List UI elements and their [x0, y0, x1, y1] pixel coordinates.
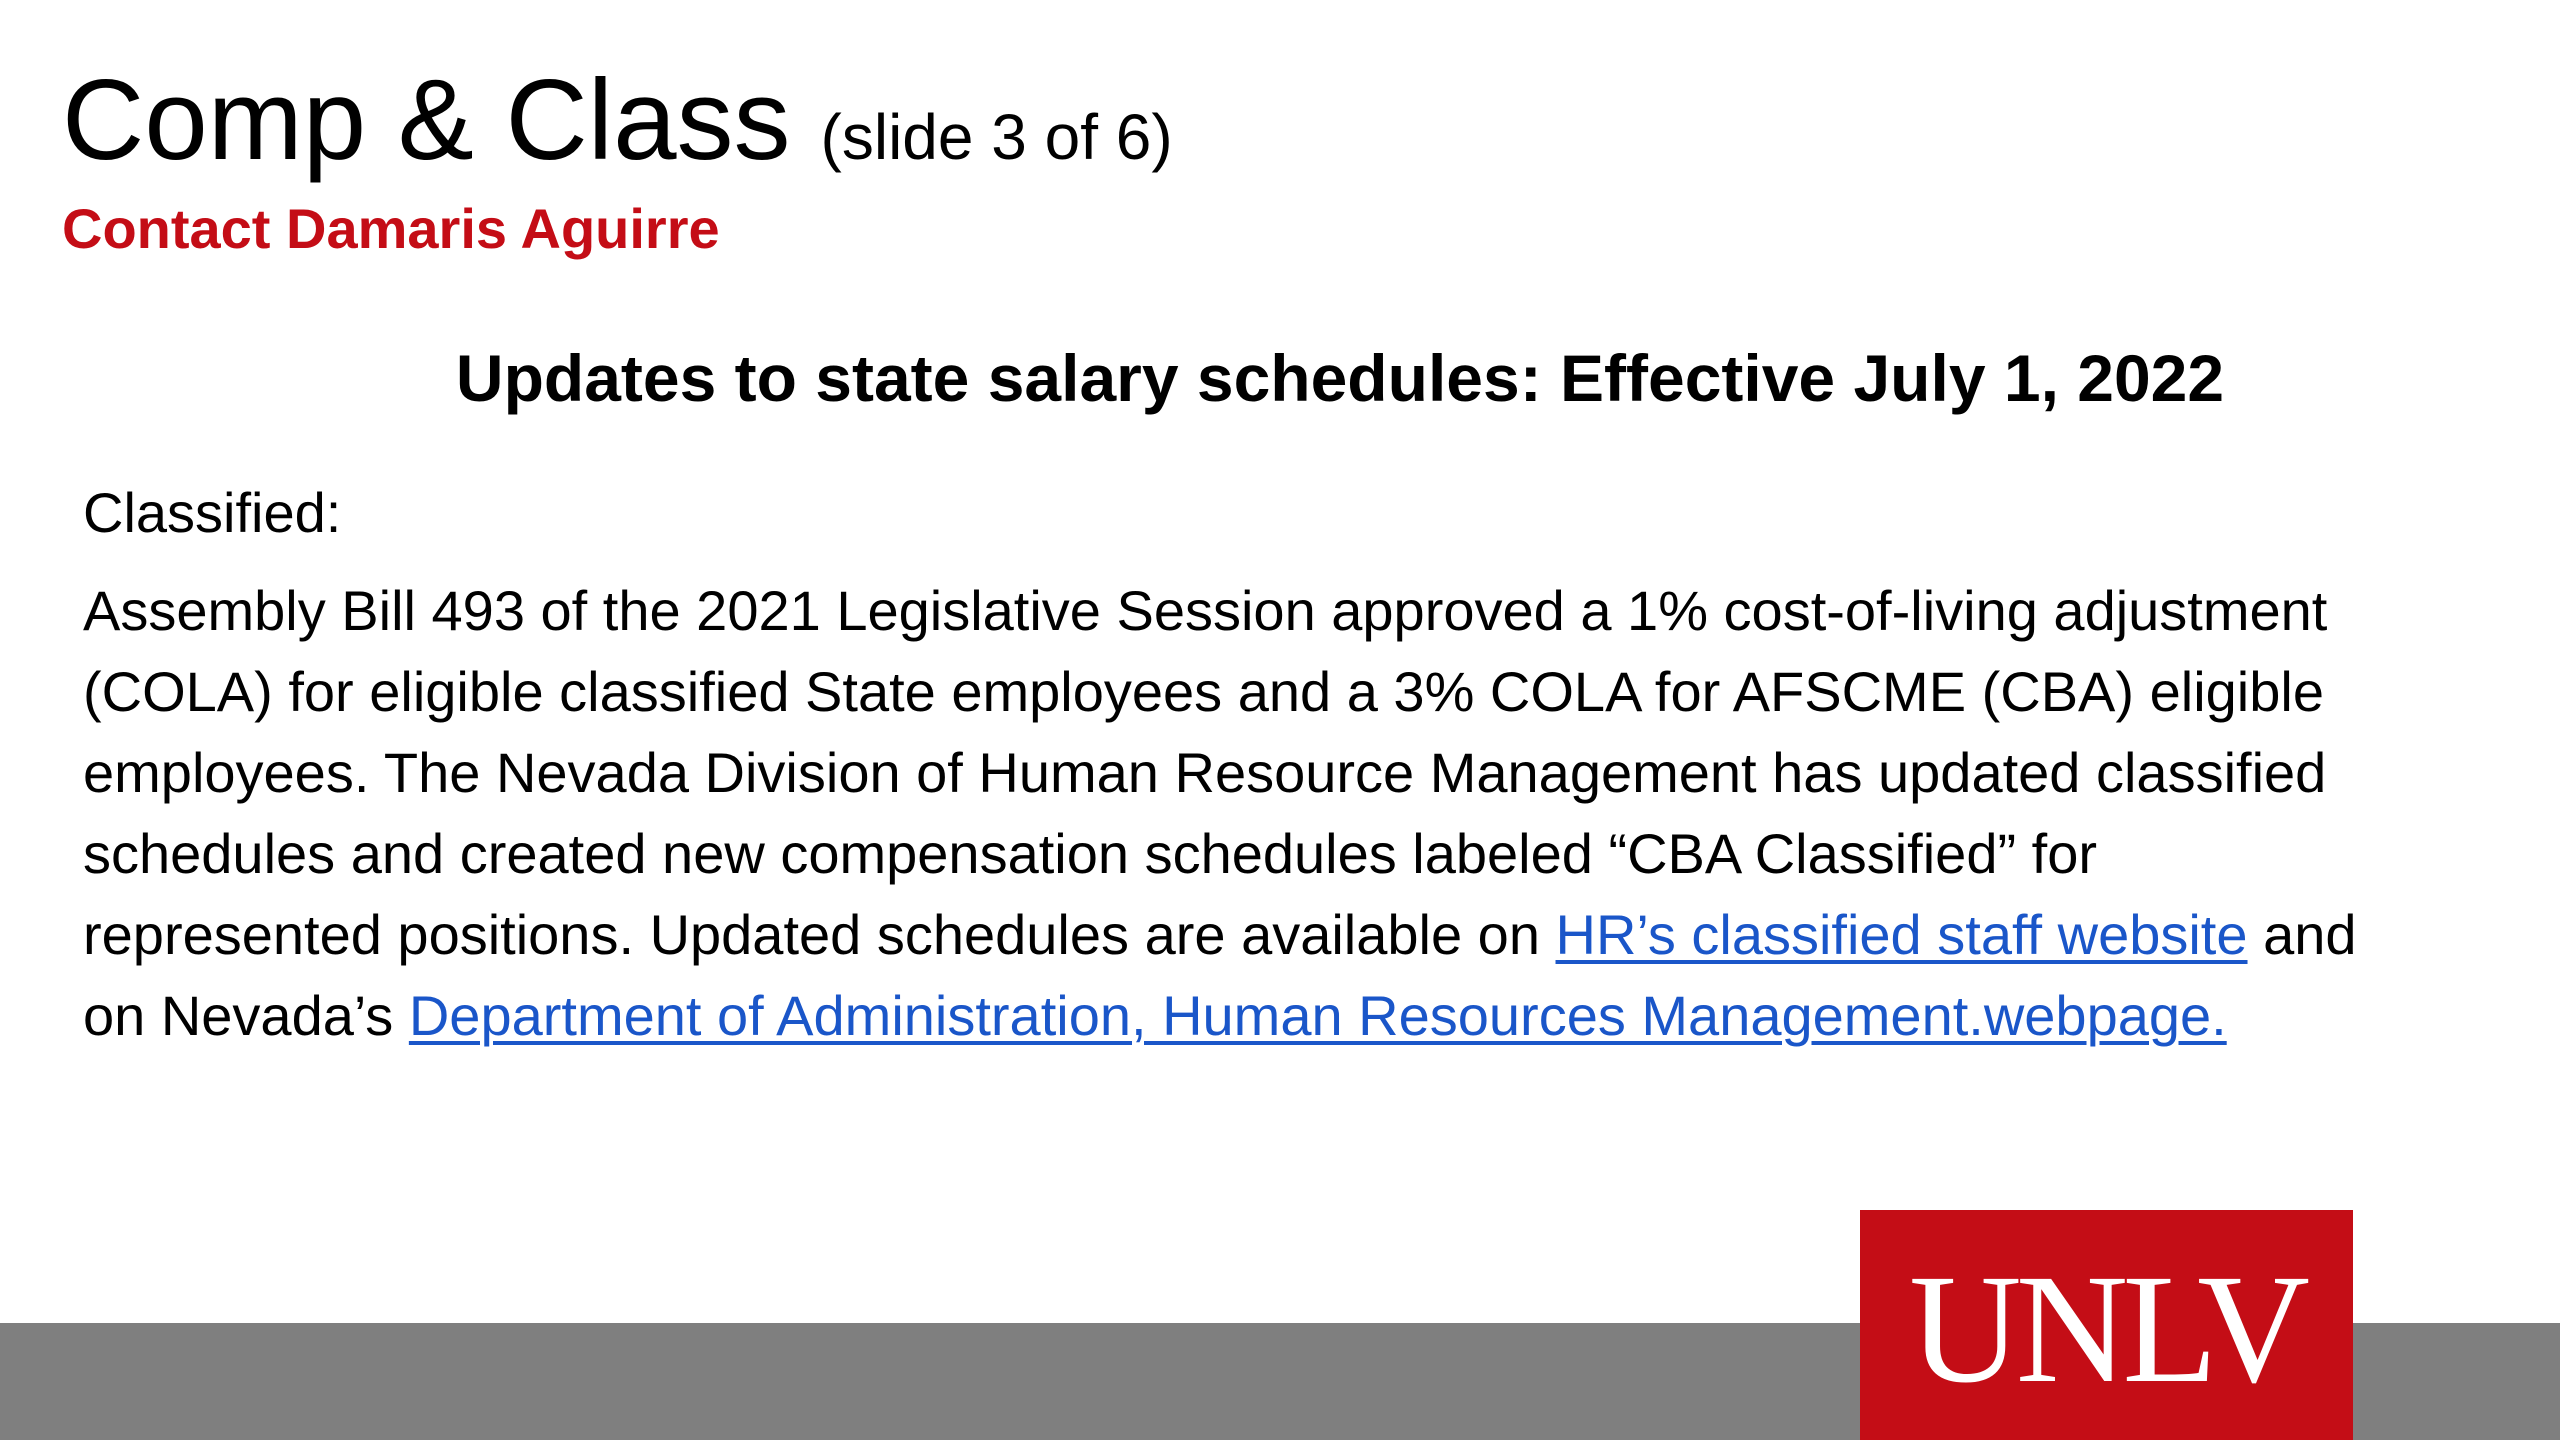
body-text-segment: on Nevada’s [83, 984, 409, 1047]
unlv-logo [1860, 1210, 2353, 1440]
dept-administration-hr-link[interactable]: Department of Administration, Human Resources Management.webpage. [408, 984, 2227, 1047]
slide-title: Comp & Class [62, 57, 791, 184]
body-paragraph [83, 570, 2503, 1056]
classified-label: Classified: [83, 481, 342, 544]
body-line-with-link [83, 894, 2503, 975]
body-line: schedules and created new compensation schedules labeled “CBA Classified” for [83, 822, 2098, 885]
body-text-segment: and [2247, 903, 2357, 966]
section-heading: Updates to state salary schedules: Effective July 1, 2022 [455, 341, 2225, 415]
body-line: (COLA) for eligible classified State employees and a 3% COLA for AFSCME (CBA) eligible [83, 660, 2324, 723]
body-line: Assembly Bill 493 of the 2021 Legislative Session approved a 1% cost-of-living adjustment [83, 579, 2328, 642]
unlv-logo-text: UNLV [1909, 1242, 2304, 1415]
contact-line: Contact Damaris Aguirre [62, 197, 720, 260]
hr-classified-staff-website-link[interactable]: HR’s classified staff website [1555, 903, 2248, 966]
body-line-with-link [83, 975, 2503, 1056]
body-text-segment: represented positions. Updated schedules are available on [83, 903, 1556, 966]
slide-counter: (slide 3 of 6) [820, 101, 1173, 173]
body-line: employees. The Nevada Division of Human Resource Management has updated classified [83, 741, 2327, 804]
slide-title-row [62, 57, 1173, 184]
